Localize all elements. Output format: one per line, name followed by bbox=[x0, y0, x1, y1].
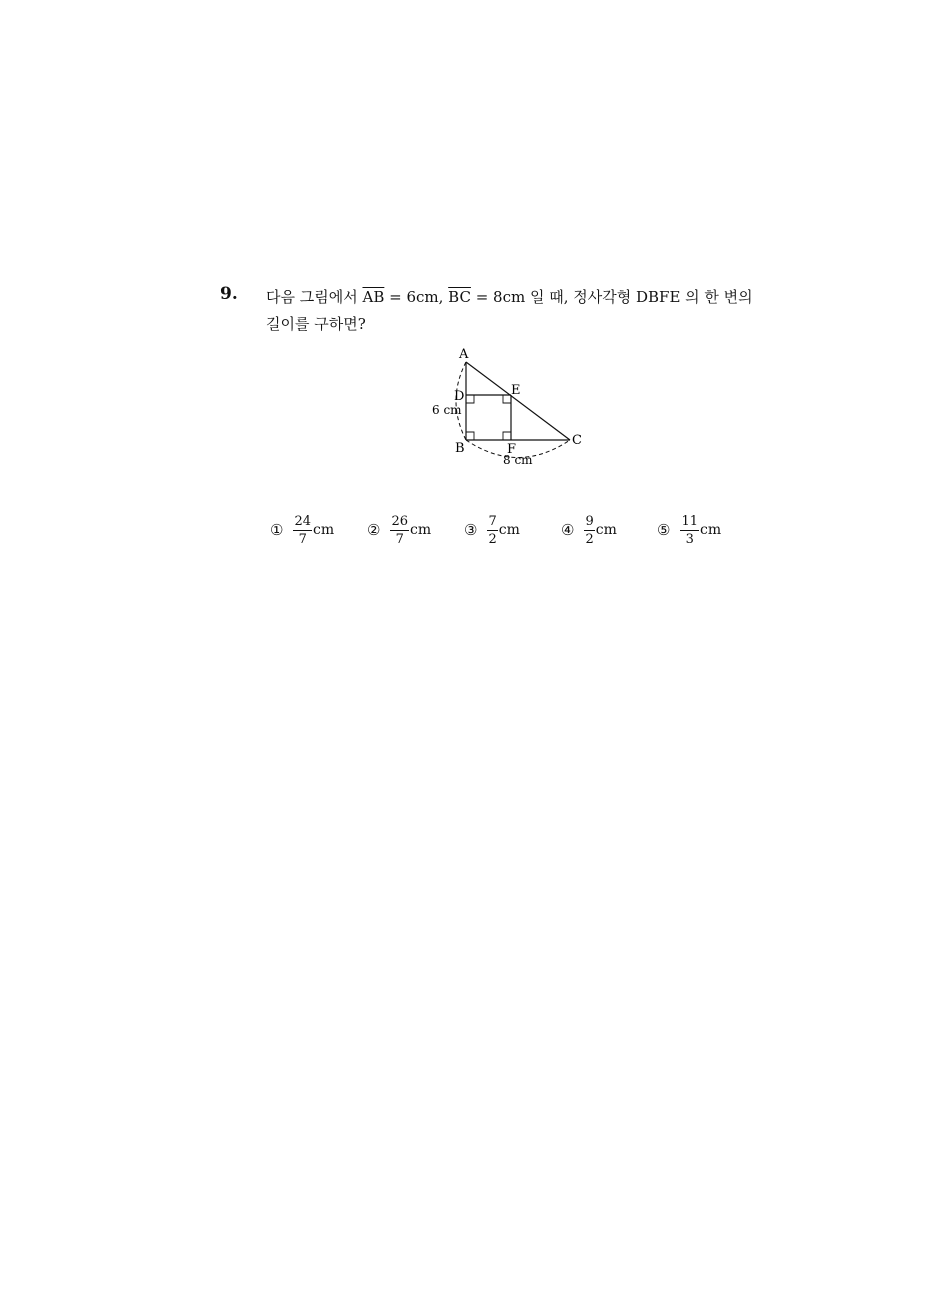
right-angle-mark-f bbox=[503, 432, 511, 440]
choice-fraction: $\frac{7}{2}$ bbox=[488, 513, 497, 547]
question-number: 9. bbox=[220, 284, 238, 304]
right-angle-mark-d bbox=[466, 395, 474, 403]
choice-fraction: $\frac{24}{7}$ bbox=[294, 513, 311, 547]
choice-fraction: $\frac{26}{7}$ bbox=[391, 513, 408, 547]
choice-marker: ④ bbox=[561, 521, 575, 539]
label-ab-length: 6 cm bbox=[432, 403, 462, 417]
question-text-line2: 길이를 구하면? bbox=[266, 315, 366, 333]
label-b: B bbox=[455, 441, 465, 456]
choice-5[interactable] bbox=[657, 510, 721, 550]
choice-2[interactable] bbox=[367, 510, 431, 550]
label-f: F bbox=[507, 442, 517, 457]
label-bc-length: 8 cm bbox=[503, 453, 533, 467]
right-angle-mark-e bbox=[503, 395, 511, 403]
choice-marker: ⑤ bbox=[657, 521, 671, 539]
choice-1[interactable] bbox=[270, 510, 334, 550]
choice-marker: ③ bbox=[464, 521, 478, 539]
choice-unit: cm bbox=[700, 522, 722, 538]
choice-unit: cm bbox=[313, 522, 335, 538]
choice-unit: cm bbox=[498, 522, 520, 538]
choice-unit: cm bbox=[595, 522, 617, 538]
question-text-mid1: = 6cm, bbox=[384, 288, 449, 306]
label-e: E bbox=[511, 383, 521, 398]
question-text-line1 bbox=[266, 287, 753, 307]
label-c: C bbox=[572, 433, 582, 448]
choice-3[interactable] bbox=[464, 510, 520, 550]
choice-marker: ② bbox=[367, 521, 381, 539]
segment-bc: $\overline{BC}$ bbox=[448, 288, 471, 306]
label-d: D bbox=[454, 389, 465, 404]
choice-marker: ① bbox=[270, 521, 284, 539]
question-text-intro: 다음 그림에서 bbox=[266, 288, 363, 306]
right-angle-mark-b bbox=[466, 432, 474, 440]
choice-fraction: $\frac{11}{3}$ bbox=[681, 513, 698, 547]
side-ac bbox=[466, 362, 570, 440]
choice-4[interactable] bbox=[561, 510, 617, 550]
triangle-figure bbox=[420, 340, 600, 470]
choice-unit: cm bbox=[410, 522, 432, 538]
label-a: A bbox=[459, 347, 469, 362]
segment-ab: $\overline{AB}$ bbox=[362, 288, 385, 306]
choice-fraction: $\frac{9}{2}$ bbox=[585, 513, 594, 547]
question-text-mid2: = 8cm 일 때, 정사각형 DBFE 의 한 변의 bbox=[470, 288, 753, 306]
